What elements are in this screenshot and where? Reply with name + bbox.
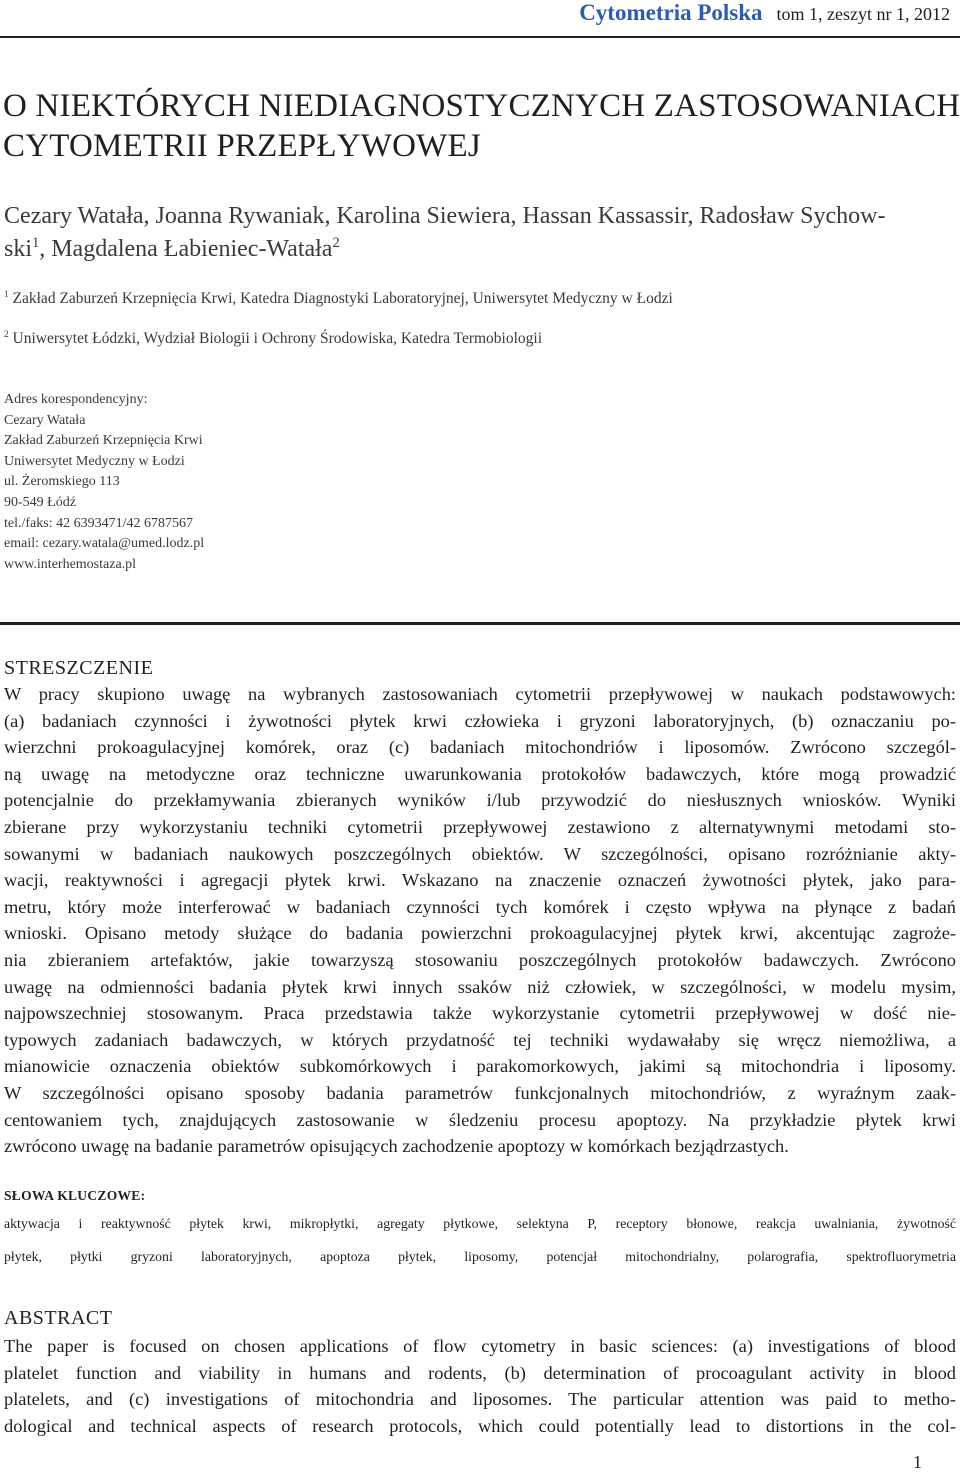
journal-name: Cytometria Polska <box>579 0 763 25</box>
section-rule <box>0 622 960 625</box>
text-line: uwagę na odmienności badania płytek krwi innych ssaków niż człowiek, w szczególności, w modelu mysim, <box>4 976 956 997</box>
authors-line: Cezary Watała, Joanna Rywaniak, Karolina Siewiera, Hassan Kassassir, Radosław Sychow- <box>4 203 886 229</box>
header-rule <box>0 36 960 38</box>
abstract-text <box>4 1333 956 1439</box>
text-line: zbierane przy wykorzystaniu techniki cytometrii przepływowej zestawiono z alternatywnymi metodami sto- <box>4 816 956 837</box>
affiliation <box>4 330 954 348</box>
text-line: sowanymi w badaniach naukowych poszczególnych obiektów. W szczególności, opisano rozróżnianie akty- <box>4 843 956 864</box>
address-line: ul. Żeromskiego 113 <box>4 474 120 490</box>
keywords-line: płytek, płytki gryzoni laboratoryjnych, apoptoza płytek, liposomy, potencjał mitochondrialny, polarografia, spektrofluorymetria <box>4 1249 956 1264</box>
address-line: Cezary Watała <box>4 412 86 428</box>
author-name: ski <box>4 236 33 262</box>
text-line: (a) badaniach czynności i żywotności płytek krwi człowieka i gryzoni laboratoryjnych, (b) oznaczaniu po- <box>4 710 956 731</box>
affiliation-text: Uniwersytet Łódzki, Wydział Biologii i Ochrony Środowiska, Katedra Termobiologii <box>12 330 543 347</box>
text-line: W pracy skupiono uwagę na wybranych zastosowaniach cytometrii przepływowej w naukach podstawowych: <box>4 684 956 704</box>
text-line: nia zbieraniem artefaktów, jakie towarzyszą stosowaniu poszczególnych protokołów badawczych. Zwrócono <box>4 949 956 970</box>
text-line: mianowicie oznaczenia obiektów subkomórkowych i parakomorkowych, jakimi są mitochondria i liposomy. <box>4 1056 956 1077</box>
keywords-line: aktywacja i reaktywność płytek krwi, mikropłytki, agregaty płytkowe, selektyna P, receptory błonowe, reakcja uwalniania, żywotność <box>4 1216 956 1231</box>
page-number: 1 <box>913 1452 922 1472</box>
affiliation-marker: 1 <box>32 235 40 251</box>
text-line: W szczególności opisano sposoby badania parametrów funkcjonalnych mitochondriów, z wyraźnym zaak- <box>4 1082 956 1103</box>
title-line: O NIEKTÓRYCH NIEDIAGNOSTYCZNYCH ZASTOSOWANIACH <box>3 88 960 124</box>
affiliation <box>4 290 954 308</box>
affiliation-number: 2 <box>4 329 9 340</box>
address-line: Uniwersytet Medyczny w Łodzi <box>4 453 185 469</box>
text-line: typowych zadaniach badawczych, w których przydatność tej techniki wydawałaby się wręcz niemożliwa, a <box>4 1029 956 1050</box>
keywords-heading: SŁOWA KLUCZOWE: <box>4 1188 146 1203</box>
authors-line <box>4 233 954 266</box>
streszczenie-text <box>4 681 956 1160</box>
address-line: Adres korespondencyjny: <box>4 392 148 407</box>
streszczenie-heading: STRESZCZENIE <box>4 657 154 679</box>
text-line: centowaniem tych, znajdujących zastosowanie w śledzeniu procesu apoptozy. Na przykładzie płytek krwi <box>4 1109 956 1130</box>
running-header <box>579 0 950 28</box>
correspondence-address <box>4 390 204 575</box>
abstract-heading: ABSTRACT <box>4 1307 113 1329</box>
affiliation-number: 1 <box>4 289 9 300</box>
text-line: ną uwagę na metodyczne oraz techniczne uwarunkowania protokołów badawczych, które mogą prowadzić <box>4 763 956 784</box>
text-line: zwrócono uwagę na badanie parametrów opisujących zachodzenie apoptozy w komórkach bezjądrzastych. <box>4 1136 789 1157</box>
email-link[interactable]: email: cezary.watala@umed.lodz.pl <box>4 536 205 552</box>
text-line: najpowszechniej stosowanym. Praca przedstawia także wykorzystanie cytometrii przepływowej w dość nie- <box>4 1003 956 1024</box>
text-line: potencjalnie do przekłamywania zbieranych wyników i/lub przywodzić do niesłusznych wniosków. Wyniki <box>4 790 956 811</box>
author-name: , Magdalena Łabieniec-Watała <box>39 236 333 262</box>
text-line: metru, który może interferować w badaniach czynności tych komórek i często wpływa na płynące z badań <box>4 896 956 917</box>
affiliation-marker: 2 <box>332 235 340 251</box>
article-title <box>3 86 960 166</box>
affiliation-text: Zakład Zaburzeń Krzepnięcia Krwi, Katedra Diagnostyki Laboratoryjnej, Uniwersytet Medyczny w Łodzi <box>12 290 673 307</box>
text-line: dological and technical aspects of research protocols, which could potentially lead to distortions in the col- <box>4 1415 956 1436</box>
text-line: The paper is focused on chosen applications of flow cytometry in basic sciences: (a) investigations of blood <box>4 1336 956 1356</box>
text-line: wacji, reaktywności i agregacji płytek krwi. Wskazano na znaczenie oznaczeń żywotności płytek, jako para- <box>4 870 956 891</box>
address-line: tel./faks: 42 6393471/42 6787567 <box>4 515 193 531</box>
text-line: platelet function and viability in humans and rodents, (b) determination of procoagulant activity in blood <box>4 1362 956 1383</box>
author-list <box>4 200 954 266</box>
keywords-text <box>4 1207 956 1273</box>
issue-info: tom 1, zeszyt nr 1, 2012 <box>776 4 950 24</box>
website-link[interactable]: www.interhemostaza.pl <box>4 556 137 572</box>
text-line: platelets, and (c) investigations of mitochondria and liposomes. The particular attention was paid to metho- <box>4 1389 956 1410</box>
address-line: Zakład Zaburzeń Krzepnięcia Krwi <box>4 433 203 449</box>
text-line: wnioski. Opisano metody służące do badania powierzchni prokoagulacyjnej płytek krwi, akcentując zagroże- <box>4 923 956 944</box>
text-line: wierzchni prokoagulacyjnej komórek, oraz (c) badaniach mitochondriów i liposomów. Zwrócono szczegól- <box>4 737 956 758</box>
address-line: 90-549 Łódź <box>4 494 76 510</box>
title-line: CYTOMETRII PRZEPŁYWOWEJ <box>3 128 481 164</box>
